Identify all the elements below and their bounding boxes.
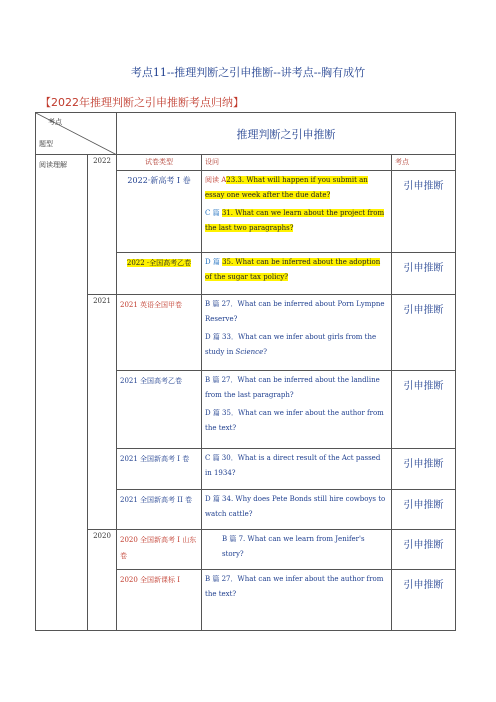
col-header-question: 设问: [202, 155, 392, 171]
question-cell: [202, 530, 392, 570]
kaodian-cell: 引申推断: [392, 530, 456, 570]
kaodian-cell: 引申推断: [392, 295, 456, 371]
question-text: D 篇 33．What can we infer about girls from the study in Science?: [205, 333, 377, 356]
question-cell: [202, 449, 392, 490]
section-subtitle: 【2022年推理判断之引申推断考点归纳】: [40, 96, 244, 109]
col-header-kaodian: 考点: [392, 155, 456, 171]
year-cell: 2020: [88, 530, 117, 631]
question-text: B 篇 27．What can be inferred about the landline from the last paragraph?: [205, 376, 380, 399]
question-cell: [202, 171, 392, 253]
paper-cell: [117, 253, 202, 295]
paper-cell: 2020 全国新高考 I 山东卷: [117, 530, 202, 570]
year-cell: 2022: [88, 155, 117, 295]
paper-cell: 2021 英语全国甲卷: [117, 295, 202, 371]
question-text: B 篇 27．What can we infer about the author from the text?: [205, 575, 384, 598]
paper-cell: 2021 全国高考乙卷: [117, 371, 202, 449]
question-text: 35. What can be inferred about the adoption of the sugar tax policy?: [205, 258, 381, 281]
corner-bottom-label: 题型: [39, 140, 53, 148]
question-text: B 篇 27．What can be inferred about Porn Lympne Reserve?: [205, 300, 385, 323]
question-text: C 篇 30．What is a direct result of the Act passed in 1934?: [205, 454, 381, 477]
paper-cell: 2021 全国新高考 I 卷: [117, 449, 202, 490]
question-text: 23.3. What will happen if you submit an essay one week after the due date?: [205, 176, 368, 199]
kaodian-cell: 引申推断: [392, 371, 456, 449]
section-cell: 阅读理解: [36, 155, 88, 631]
paper-cell: 2021 全国新高考 II 卷: [117, 490, 202, 530]
question-cell: [202, 570, 392, 631]
kaodian-cell: 引申推断: [392, 570, 456, 631]
kaodian-cell: 引申推断: [392, 490, 456, 530]
question-text: 31. What can we learn about the project from the last two paragraphs?: [205, 209, 385, 232]
year-cell: 2021: [88, 295, 117, 530]
question-label: D 篇: [205, 258, 223, 266]
paper-cell: 2020 全国新课标 I: [117, 570, 202, 631]
question-label: 阅读 A: [205, 176, 227, 184]
question-label: C 篇: [205, 209, 222, 217]
corner-cell: [36, 113, 117, 155]
kaodian-cell: 引申推断: [392, 449, 456, 490]
question-cell: [202, 295, 392, 371]
question-text: B 篇 7. What can we learn from Jenifer's story?: [222, 535, 365, 558]
kaodian-cell: 引申推断: [392, 171, 456, 253]
col-header-paper: 试卷类型: [117, 155, 202, 171]
question-text: D 篇 35．What can we infer about the author from the text?: [205, 409, 384, 432]
corner-top-label: 考点: [48, 118, 62, 126]
question-cell: [202, 253, 392, 295]
paper-label: 2022 ·全国高考乙卷: [126, 259, 192, 267]
paper-cell: 2022·新高考 I 卷: [117, 171, 202, 253]
question-text: D 篇 34. Why does Pete Bonds still hire cowboys to watch cattle?: [205, 495, 386, 518]
table-header: 推理判断之引申推断: [117, 113, 456, 155]
page-title: 考点11--推理判断之引申推断--讲考点--胸有成竹: [130, 66, 366, 79]
kaodian-cell: 引申推断: [392, 253, 456, 295]
question-cell: [202, 490, 392, 530]
summary-table: [35, 112, 456, 631]
question-cell: [202, 371, 392, 449]
